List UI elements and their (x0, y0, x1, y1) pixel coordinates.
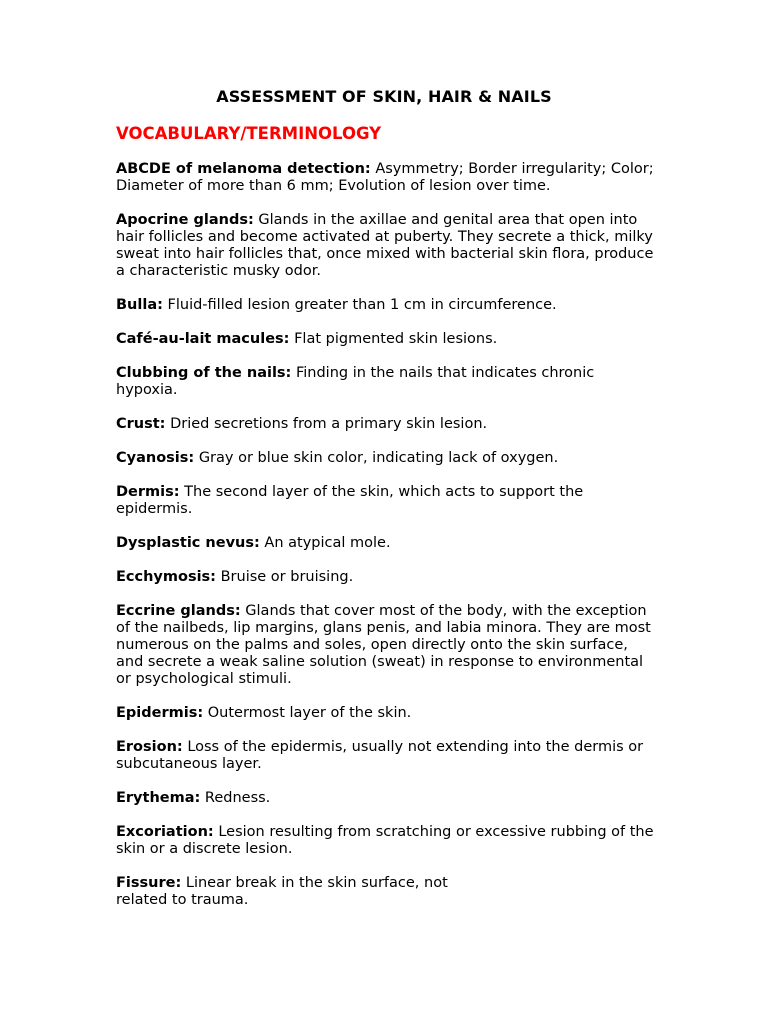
glossary-term: Fissure: (116, 875, 182, 891)
glossary-list (116, 161, 656, 926)
glossary-definition: Flat pigmented skin lesions. (294, 331, 498, 347)
document-title: ASSESSMENT OF SKIN, HAIR & NAILS (216, 87, 552, 106)
glossary-definition: Loss of the epidermis, usually not extending into the dermis or subcutaneous layer. (116, 739, 644, 772)
glossary-term: Bulla: (116, 297, 163, 313)
glossary-term: Dysplastic nevus: (116, 535, 260, 551)
glossary-definition: Glands in the axillae and genital area that open into hair follicles and become activated at puberty. They secrete a thick, milky sweat into hair follicles that, once mixed with bacterial skin flora, produce a characteristic musky odor. (116, 212, 654, 279)
glossary-definition: An atypical mole. (264, 535, 391, 551)
glossary-entry (116, 450, 656, 467)
glossary-definition: Finding in the nails that indicates chronic hypoxia. (116, 365, 595, 398)
section-heading: VOCABULARY/TERMINOLOGY (116, 124, 382, 143)
glossary-entry (116, 824, 656, 858)
glossary-term: Apocrine glands: (116, 212, 254, 228)
glossary-definition: Fluid-filled lesion greater than 1 cm in circumference. (167, 297, 557, 313)
glossary-term: Crust: (116, 416, 166, 432)
glossary-definition: The second layer of the skin, which acts to support the epidermis. (116, 484, 584, 517)
glossary-definition: Gray or blue skin color, indicating lack of oxygen. (198, 450, 559, 466)
glossary-entry (116, 739, 656, 773)
glossary-definition: Asymmetry; Border irregularity; Color; Diameter of more than 6 mm; Evolution of lesion over time. (116, 161, 654, 194)
glossary-definition: Glands that cover most of the body, with the exception of the nailbeds, lip margins, glans penis, and labia minora. They are most numerous on the palms and soles, open directly onto the skin surface, and secrete a weak saline solution (sweat) in response to environmental or psychological stimuli. (116, 603, 651, 687)
glossary-term: Epidermis: (116, 705, 204, 721)
glossary-entry (116, 535, 656, 552)
glossary-entry (116, 484, 656, 518)
glossary-entry (116, 161, 656, 195)
glossary-term: Excoriation: (116, 824, 214, 840)
glossary-entry (116, 212, 656, 280)
glossary-definition: Bruise or bruising. (220, 569, 354, 585)
glossary-term: Cyanosis: (116, 450, 195, 466)
glossary-term: Café-au-lait macules: (116, 331, 290, 347)
glossary-definition: Lesion resulting from scratching or excessive rubbing of the skin or a discrete lesion. (116, 824, 654, 857)
glossary-term: Clubbing of the nails: (116, 365, 292, 381)
glossary-entry (116, 790, 656, 807)
glossary-term: Eccrine glands: (116, 603, 241, 619)
glossary-definition: Dried secretions from a primary skin lesion. (170, 416, 488, 432)
glossary-definition: Linear break in the skin surface, not related to trauma. (116, 875, 448, 908)
glossary-definition: Redness. (204, 790, 271, 806)
glossary-entry (116, 569, 656, 586)
glossary-entry (116, 416, 656, 433)
glossary-entry (116, 875, 476, 909)
glossary-term: Erosion: (116, 739, 183, 755)
glossary-entry (116, 705, 656, 722)
glossary-term: Dermis: (116, 484, 180, 500)
glossary-definition: Outermost layer of the skin. (207, 705, 412, 721)
glossary-term: ABCDE of melanoma detection: (116, 161, 371, 177)
glossary-entry (116, 603, 656, 688)
glossary-term: Erythema: (116, 790, 201, 806)
glossary-entry (116, 297, 656, 314)
glossary-entry (116, 365, 656, 399)
glossary-entry (116, 331, 656, 348)
glossary-term: Ecchymosis: (116, 569, 216, 585)
